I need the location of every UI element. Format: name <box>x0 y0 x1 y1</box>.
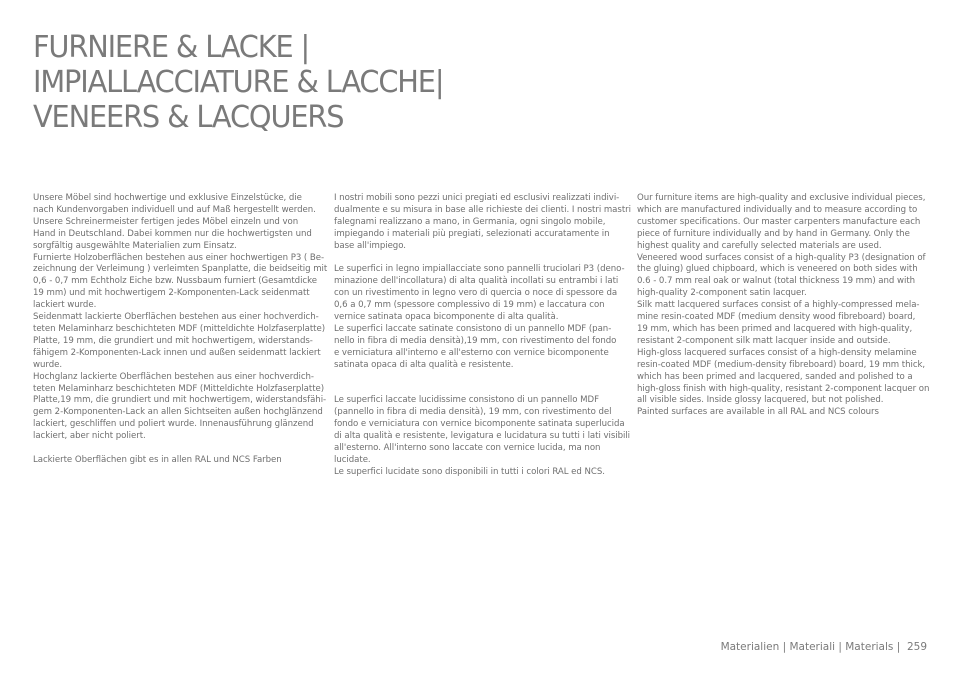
text-line: Painted surfaces are available in all RAL and NCS colours <box>637 407 879 418</box>
text-line: 0,6 a 0,7 mm (spessore complessivo di 19 mm) e laccatura con <box>334 300 605 311</box>
title-line-english: VENEERS & LACQUERS <box>33 100 344 135</box>
text-line: sorgfältig ausgewählte Materialien zum Einsatz. <box>33 240 237 251</box>
italian-text-column <box>334 193 631 479</box>
text-line: satinata opaca di alta qualità e resistente. <box>334 359 514 370</box>
text-line: lackiert, aber nicht poliert. <box>33 431 146 442</box>
text-line: Lackierte Oberflächen gibt es in allen RAL und NCS Farben <box>33 454 282 465</box>
text-line: nach Kundenvorgaben individuell und auf Maß hergestellt werden. <box>33 204 316 215</box>
text-line: vernice satinata opaca bicomponente di alta qualità. <box>334 312 559 323</box>
text-line: Furnierte Holzoberflächen bestehen aus einer hochwertigen P3 ( Be- <box>33 252 325 263</box>
text-line: Le superfici in legno impiallacciate sono pannelli truciolari P3 (deno- <box>334 264 625 275</box>
text-line: con un rivestimento in legno vero di quercia o noce di spessore da <box>334 288 618 299</box>
text-line: fähigem 2-Komponenten-Lack innen und außen seidenmatt lackiert <box>33 347 321 358</box>
text-line: mine resin-coated MDF (medium density wood fibreboard) board, <box>637 312 916 323</box>
text-line: Platte,19 mm, die grundiert und mit hochwertigem, widerstandsfähi- <box>33 395 327 406</box>
text-line: Silk matt lacquered surfaces consist of a highly-compressed mela- <box>637 300 920 311</box>
text-line: the gluing) glued chipboard, which is veneered on both sides with <box>637 264 918 275</box>
text-line: minazione dell'incollatura) di alta qualità incollati su entrambi i lati <box>334 276 619 287</box>
text-line: highest quality and carefully selected materials are used. <box>637 240 882 251</box>
text-line: resistant 2-component silk matt lacquer inside and outside. <box>637 335 891 346</box>
text-line: 0,6 - 0,7 mm Echtholz Eiche bzw. Nussbaum furniert (Gesamtdicke <box>33 276 317 287</box>
text-line: high-gloss finish with high-quality, resistant 2-component lacquer on <box>637 383 930 394</box>
text-line: Unsere Möbel sind hochwertige und exklusive Einzelstücke, die <box>33 193 302 203</box>
text-line: Unsere Schreinermeister fertigen jedes Möbel einzeln und von <box>33 216 299 227</box>
text-line: Le superfici laccate lucidissime consistono di un pannello MDF <box>334 395 599 406</box>
title-line-italian: IMPIALLACCIATURE & LACCHE| <box>33 65 444 100</box>
text-line: resin-coated MDF (medium-density fibreboard) board, 19 mm thick, <box>637 359 926 370</box>
text-line: which are manufactured individually and to measure according to <box>637 204 918 215</box>
text-line: (pannello in fibra di media densità), 19 mm, con rivestimento del <box>334 407 612 418</box>
footer-section-label: Materialien | Materiali | Materials | <box>720 641 901 653</box>
text-line: 0.6 - 0.7 mm real oak or walnut (total thickness 19 mm) and with <box>637 276 916 287</box>
text-line: gem 2-Komponenten-Lack an allen Sichtseiten außen hochglänzend <box>33 407 323 418</box>
text-line: which has been primed and lacquered, sanded and polished to a <box>637 371 913 382</box>
text-line: dualmente e su misura in base alle richieste dei clienti. I nostri mastri <box>334 204 631 215</box>
text-line: Hand in Deutschland. Dabei kommen nur die hochwertigsten und <box>33 228 312 239</box>
title-line-german: FURNIERE & LACKE | <box>33 30 310 65</box>
text-line: impiegando i materiali più pregiati, selezionati accuratamente in <box>334 228 610 239</box>
text-line: Le superfici laccate satinate consistono di un pannello MDF (pan- <box>334 323 612 334</box>
text-line: Veneered wood surfaces consist of a high-quality P3 (designation of <box>637 252 926 263</box>
text-line: wurde. <box>33 359 63 370</box>
text-line: di alta qualità e resistente, levigatura e lucidatura su tutti i lati visibili <box>334 431 631 442</box>
text-line: 19 mm) und mit hochwertigem 2-Komponenten-Lack seidenmatt <box>33 288 310 299</box>
text-line: all visible sides. Inside glossy lacquered, but not polished. <box>637 395 884 406</box>
text-line: Hochglanz lackierte Oberflächen bestehen aus einer hochverdich- <box>33 371 314 382</box>
text-line: High-gloss lacquered surfaces consist of a high-density melamine <box>637 347 917 358</box>
text-line: teten Melaminharz beschichteten MDF (mitteldichte Holzfaserplatte) <box>33 323 326 334</box>
text-line: piece of furniture individually and by hand in Germany. Only the <box>637 228 910 239</box>
text-line: Platte, 19 mm, die grundiert und mit hochwertigem, widerstands- <box>33 335 313 346</box>
page-footer <box>721 641 927 653</box>
text-line: zeichnung der Verleimung ) verleimten Spanplatte, die beidseitig mit <box>33 264 328 275</box>
page-title <box>33 30 443 135</box>
text-line: base all'impiego. <box>334 240 406 251</box>
text-line: all'esterno. All'interno sono laccate con vernice lucida, ma non <box>334 443 601 454</box>
text-line: 19 mm, which has been primed and lacquered with high-quality, <box>637 323 913 334</box>
text-line: Le superfici lucidate sono disponibili in tutti i colori RAL ed NCS. <box>334 466 605 477</box>
text-line <box>33 443 323 455</box>
text-line: Seidenmatt lackierte Oberflächen bestehen aus einer hochverdich- <box>33 312 319 323</box>
text-line: I nostri mobili sono pezzi unici pregiati ed esclusivi realizzati indivi- <box>334 193 620 203</box>
text-line: high-quality 2-component satin lacquer. <box>637 288 807 299</box>
text-line: Our furniture items are high-quality and exclusive individual pieces, <box>637 193 926 203</box>
text-line: falegnami realizzano a mano, in Germania, ogni singolo mobile, <box>334 216 606 227</box>
text-line <box>334 372 626 384</box>
text-line: lucidate. <box>334 454 371 465</box>
german-text-column <box>33 193 328 467</box>
text-line <box>334 384 626 396</box>
page-number: 259 <box>906 641 927 653</box>
text-line <box>334 253 626 265</box>
text-line: e verniciatura all'interno e all'esterno con vernice bicomponente <box>334 347 609 358</box>
text-line: teten Melaminharz beschichteten MDF (Mitteldichte Holzfaserplatte) <box>33 383 325 394</box>
text-line: customer specifications. Our master carpenters manufacture each <box>637 216 921 227</box>
text-line: lackiert wurde. <box>33 300 97 311</box>
english-text-column <box>637 193 929 419</box>
text-line: nello in fibra di media densità),19 mm, con rivestimento del fondo <box>334 335 617 346</box>
text-line: fondo e verniciatura con vernice bicomponente satinata superlucida <box>334 419 625 430</box>
text-line: lackiert, geschliffen und poliert wurde. Innenausführung glänzend <box>33 419 314 430</box>
